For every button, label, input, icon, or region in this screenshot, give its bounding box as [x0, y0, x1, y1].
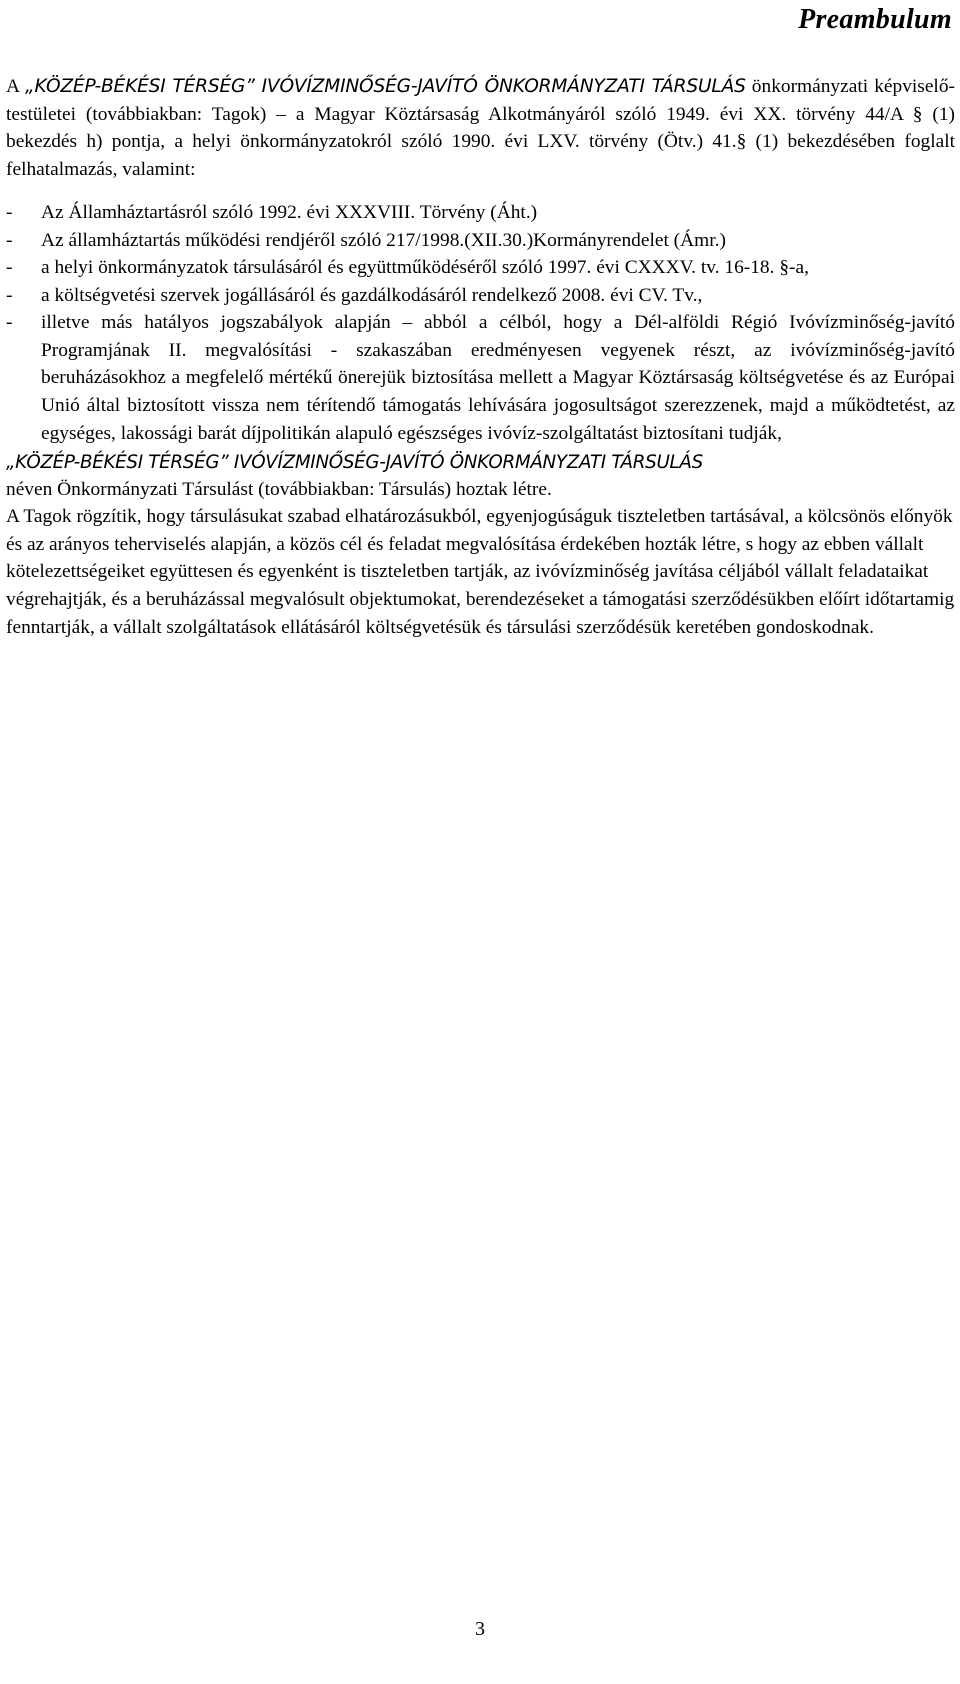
intro-paragraph	[6, 73, 955, 183]
closing-paragraph: A Tagok rögzítik, hogy társulásukat szabad elhatározásukból, egyenjogúságuk tiszteletben tartásával, a kölcsönös előnyök és az arányos teherviselés alapján, a közös cél és feladat megvalósítása érdekében hozták létre, s hogy az ebben vállalt kötelezettségeiket együttesen és egyenként is tiszteletben tartják, az ivóvízminőség javítása céljából vállalt feladataikat végrehajtják, és a beruházással megvalósult objektumokat, berendezéseket a támogatási szerződésükben előírt időtartamig fenntartják, a vállalt szolgáltatások ellátásáról költségvetésük és társulási szerződésük keretében gondoskodnak.	[6, 506, 955, 638]
intro-article: A	[6, 76, 19, 97]
list-dash: -	[6, 312, 13, 334]
list-item	[6, 254, 955, 282]
list-item-text: Az Államháztartásról szóló 1992. évi XXXVIII. Törvény (Áht.)	[41, 202, 538, 224]
page-heading: Preambulum	[798, 4, 952, 35]
list-item	[6, 199, 955, 227]
list-dash: -	[6, 202, 13, 224]
legal-basis-list	[6, 199, 955, 447]
association-name: „KÖZÉP-BÉKÉSI TÉRSÉG” IVÓVÍZMINŐSÉG-JAVÍTÓ ÖNKORMÁNYZATI TÁRSULÁS	[25, 76, 746, 97]
list-item-text: a költségvetési szervek jogállásáról és gazdálkodásáról rendelkező 2008. évi CV. Tv.,	[41, 284, 703, 306]
list-item	[6, 282, 955, 310]
list-item	[6, 309, 955, 447]
list-item-text: illetve más hatályos jogszabályok alapján – abból a célból, hogy a Dél-alföldi Régió Ivóvízminőség-javító Programjának II. megvalósítási - szakaszában eredményesen vegyenek részt, az ivóvízminőség-javító beruházásokhoz a megfelelő mértékű önerejük biztosítása mellett a Magyar Köztársaság költségvetése és az Európai Unió által biztosított vissza nem térítendő támogatás lehívására jogosultságot szerezzenek, majd a működtetést, az egységes, lakossági barát díjpolitikán alapuló egészséges ivóvíz-szolgáltatást biztosítani tudják,	[41, 312, 955, 444]
founding-paragraph: néven Önkormányzati Társulást (továbbiakban: Társulás) hoztak létre.	[6, 478, 552, 500]
list-item-text: Az államháztartás működési rendjéről szóló 217/1998.(XII.30.)Kormányrendelet (Ámr.)	[41, 229, 726, 251]
list-dash: -	[6, 229, 13, 251]
intro-text: önkormányzati képviselő-testületei (továbbiakban: Tagok) – a Magyar Köztársaság Alkotmányáról szóló 1949. évi XX. törvény 44/A § (1) bekezdés h) pontja, a helyi önkormányzatokról szóló 1990. évi LXV. törvény (Ötv.) 41.§ (1) bekezdésében foglalt felhatalmazás, valamint:	[6, 76, 955, 180]
list-item	[6, 227, 955, 255]
list-item-text: a helyi önkormányzatok társulásáról és együttműködéséről szóló 1997. évi CXXXV. tv. 16-18. §-a,	[41, 257, 809, 279]
page-number: 3	[475, 1618, 485, 1640]
list-dash: -	[6, 257, 13, 279]
association-name-line: „KÖZÉP-BÉKÉSI TÉRSÉG” IVÓVÍZMINŐSÉG-JAVÍTÓ ÖNKORMÁNYZATI TÁRSULÁS	[6, 452, 703, 474]
preamble-body	[6, 73, 955, 641]
list-dash: -	[6, 284, 13, 306]
